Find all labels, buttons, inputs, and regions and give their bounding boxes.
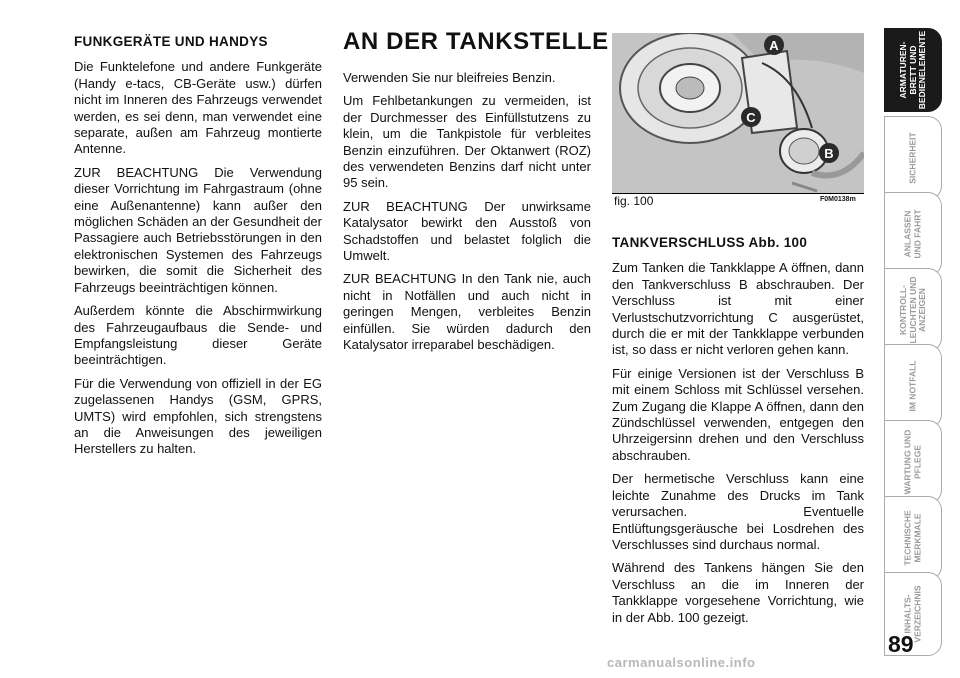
paragraph: Verwenden Sie nur bleifreies Benzin. xyxy=(343,70,556,85)
paragraph: ZUR BEACHTUNG Der unwirksame Katalysator bewirkt den Ausstoß von Schadstoffen und belastet folglich die Umwelt. xyxy=(343,198,591,264)
tab-label: INHALTS- VERZEICHNIS xyxy=(902,585,922,643)
tab-armaturenbrett[interactable] xyxy=(884,28,942,112)
paragraph: ZUR BEACHTUNG Die Verwendung dieser Vorrichtung im Fahrgastraum (ohne eine Außenantenne) kann außer den möglichen Schäden an der Gesundheit der Passagiere auch Betriebsstörungen in den elektronischen Systemen des Fahrzeugs bewirken, die somit die Sicherheit des Fahrzeugs beeinträchtigen können. xyxy=(74,164,322,295)
tab-kontrollleuchten[interactable] xyxy=(884,268,942,352)
label-b: B xyxy=(824,146,834,161)
page-title: AN DER TANKSTELLE xyxy=(343,28,609,55)
paragraph: Die Funktelefone und andere Funkgeräte (Handy e-tacs, CB-Geräte usw.) dürfen nicht im Inneren des Fahrzeugs verwendet werden, es sei denn, man verwendet eine separate, außen am Fahrzeug montierte Antenne. xyxy=(74,59,322,157)
tab-im-notfall[interactable] xyxy=(884,344,942,428)
paragraph: ZUR BEACHTUNG In den Tank nie, auch nicht in Notfällen und auch nicht in geringen Mengen, verbleites Benzin einfüllen. Sie würden dadurch den Katalysator irreparabel beschädigen. xyxy=(343,271,591,353)
figure-caption: fig. 100 xyxy=(614,194,654,208)
column-fuel-station xyxy=(343,70,591,361)
figure-code: F0M0138m xyxy=(820,196,856,203)
fuel-cap-illustration xyxy=(612,33,864,193)
section-heading-radio: FUNKGERÄTE UND HANDYS xyxy=(74,34,268,49)
paragraph: Während des Tankens hängen Sie den Verschluss an die im Inneren der Tankklappe vorgesehene Vorrichtung, wie in der Abb. 100 gezeigt. xyxy=(612,560,864,625)
label-a: A xyxy=(769,38,779,53)
fuel-cap-figure xyxy=(612,33,864,193)
paragraph: Für die Verwendung von offiziell in der EG zugelassenen Handys (GSM, GPRS, UMTS) wird empfohlen, sich strengstens an die Anweisungen des jeweiligen Herstellers zu halten. xyxy=(74,375,322,457)
tab-label: WARTUNG UND PFLEGE xyxy=(902,429,922,495)
tab-label: KONTROLL- LEUCHTEN UND ANZEIGEN xyxy=(897,276,927,344)
section-heading-fuel-cap: TANKVERSCHLUSS Abb. 100 xyxy=(612,235,808,250)
page-number: 89 xyxy=(888,631,914,657)
label-c: C xyxy=(746,110,756,125)
tab-label: ARMATUREN- BRETT UND BEDIENELEMENTE xyxy=(897,30,927,110)
tab-label: TECHNISCHE MERKMALE xyxy=(902,510,922,566)
tab-sicherheit[interactable] xyxy=(884,116,942,200)
paragraph: Um Fehlbetankungen zu vermeiden, ist der Durchmesser des Einfüllstutzens zu klein, um die Tankpistole für verbleites Benzin einzuführen. Der Oktanwert (ROZ) des verwendeten Benzins darf nicht unter 95 sein. xyxy=(343,93,591,191)
watermark: carmanualsonline.info xyxy=(607,655,756,670)
tab-label: IM NOTFALL xyxy=(907,360,918,412)
paragraph: Zum Tanken die Tankklappe A öffnen, dann den Tankverschluss B abschrauben. Der Verschluss ist mit einer Verlustschutzvorrichtung C ausgerüstet, durch die er mit der Tankklappe verbunden ist, so dass er nicht verloren gehen kann. xyxy=(612,260,864,358)
column-radio-devices xyxy=(74,34,322,465)
tab-technische-merkmale[interactable] xyxy=(884,496,942,580)
paragraph: Außerdem könnte die Abschirmwirkung des Fahrzeugaufbaus die Sende- und Empfangsleistung dieser Geräte beeinträchtigen. xyxy=(74,303,322,368)
paragraph: Der hermetische Verschluss kann eine leichte Zunahme des Drucks im Tank verursachen. Eventuelle Entlüftungsgeräusche bei Losdrehen des Verschlusses sind durchaus normal. xyxy=(612,471,864,552)
tab-label: ANLASSEN UND FAHRT xyxy=(902,209,922,259)
tab-anlassen[interactable] xyxy=(884,192,942,276)
tab-label: SICHERHEIT xyxy=(907,132,918,184)
paragraph: Für einige Versionen ist der Verschluss B mit einem Schloss mit Schlüssel versehen. Zum Zugang die Klappe A öffnen, dann den Zündschlüssel verwenden, entgegen den Uhrzeigersinn drehen und den Verschluss abschrauben. xyxy=(612,365,864,463)
column-fuel-cap xyxy=(612,235,864,633)
tab-wartung[interactable] xyxy=(884,420,942,504)
